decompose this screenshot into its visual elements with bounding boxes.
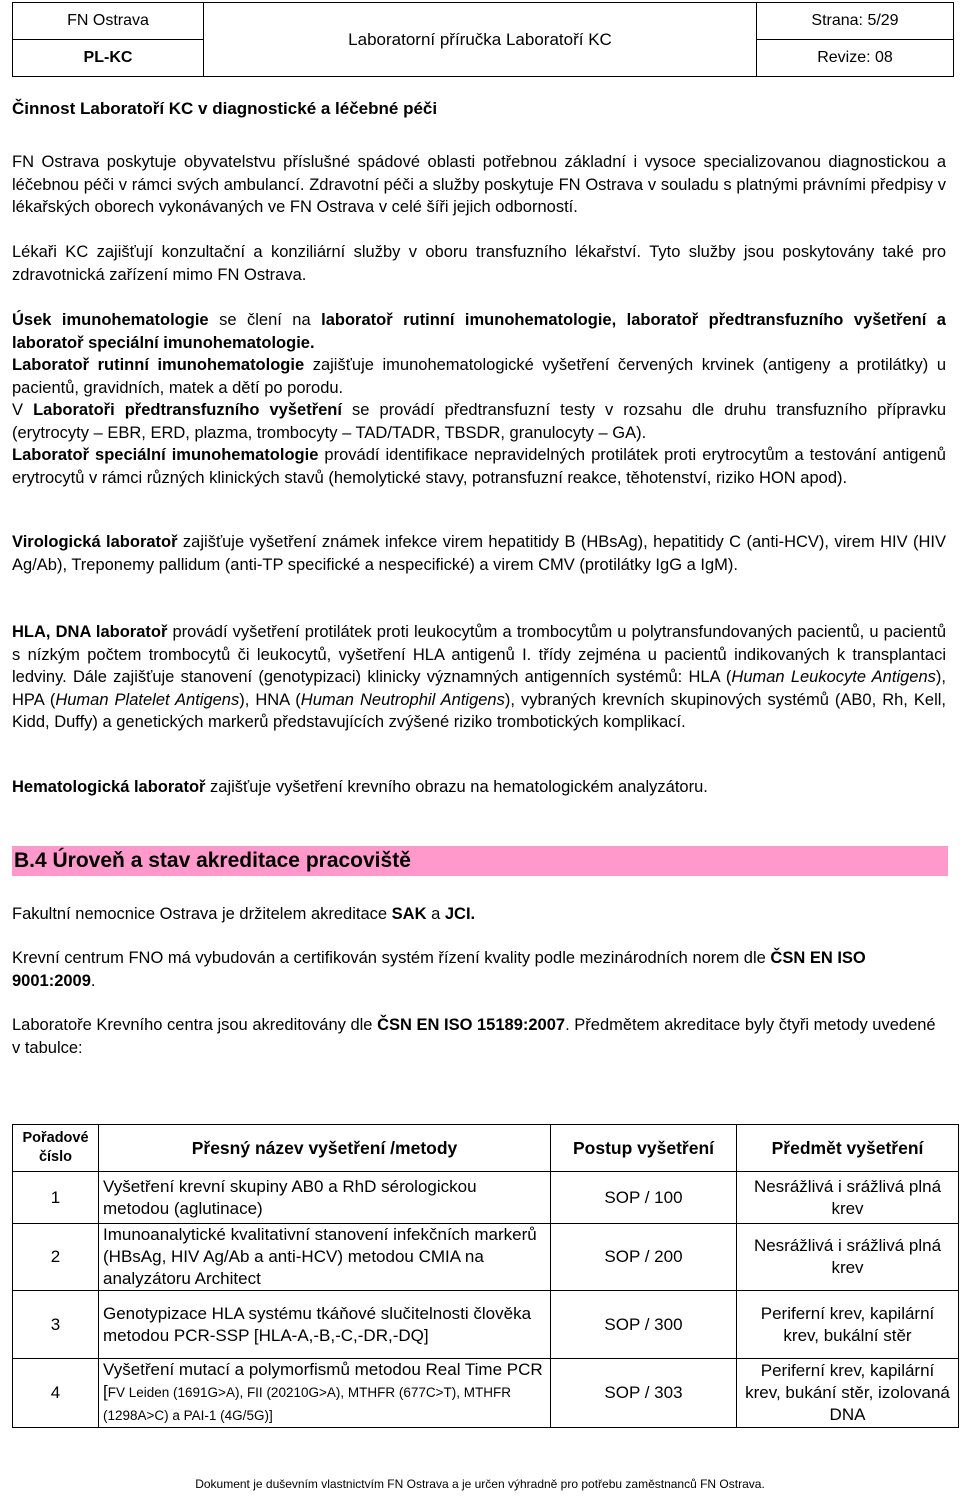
intro-paragraph-2: Lékaři KC zajišťují konzultační a konziliární služby v oboru transfuzního lékařství. Tyto služby jsou poskytovány také pro zdravotnická zařízení mimo FN Ostrava.	[12, 243, 946, 284]
col-header-name: Přesný název vyšetření /metody	[99, 1125, 551, 1172]
table-header-row	[13, 1125, 959, 1172]
row-subject: Nesrážlivá i srážlivá plná krev	[737, 1172, 959, 1224]
col-header-procedure: Postup vyšetření	[551, 1125, 737, 1172]
document-header	[12, 2, 954, 77]
imunohematology-section	[12, 309, 946, 489]
hla-paragraph: HLA, DNA laboratoř provádí vyšetření protilátek proti leukocytům a trombocytům u polytransfundovaných pacientů, u pacientů s nízkým počtem trombocytů či leukocytů, vyšetření HLA antigenů I. třídy zejména u pacientů indikovaných k transplantaci ledviny. Dále zajišťuje stanovení (genotypizaci) klinicky významných antigenních systémů: HLA (Human Leukocyte Antigens), HPA (Human Platelet Antigens), HNA (Human Neutrophil Antigens), vybraných krevních skupinových systémů (AB0, Rh, Kell, Kidd, Duffy) a genetických markerů představujících zvýšené riziko trombotických komplikací.	[12, 623, 947, 731]
table-row	[13, 1172, 959, 1224]
header-title: Laboratorní příručka Laboratoří KC	[204, 3, 757, 77]
section-title: Činnost Laboratoří KC v diagnostické a léčebné péči	[12, 99, 438, 118]
row-subject: Nesrážlivá i srážlivá plná krev	[737, 1224, 959, 1291]
section-b4-band	[12, 846, 948, 876]
accreditation-paragraph-2: Krevní centrum FNO má vybudován a certifikován systém řízení kvality podle mezinárodních norem dle ČSN EN ISO 9001:2009.	[12, 949, 866, 990]
row-sop: SOP / 300	[551, 1291, 737, 1359]
header-page: Strana: 5/29	[757, 3, 954, 40]
accreditation-table	[12, 1124, 959, 1428]
header-revision: Revize: 08	[757, 40, 954, 77]
imuno-line-3: V Laboratoři předtransfuzního vyšetření se provádí předtransfuzní testy v rozsahu dle druhu transfuzního přípravku (erytrocyty – EBR, ERD, plazma, trombocyty – TAD/TADR, TBSDR, granulocyty – GA).	[12, 401, 947, 442]
row-sop: SOP / 100	[551, 1172, 737, 1224]
col-header-order: Pořadové číslo	[13, 1125, 99, 1172]
imuno-line-4: Laboratoř speciální imunohematologie provádí identifikace nepravidelných protilátek proti erytrocytům a testování antigenů erytrocytů v rámci různých klinických stavů (hemolytické stavy, potransfuzní reakce, těhotenství, riziko HON apod).	[12, 446, 946, 487]
section-b4-title: B.4 Úroveň a stav akreditace pracoviště	[14, 849, 411, 872]
header-code: PL-KC	[13, 40, 204, 77]
table-row	[13, 1359, 959, 1428]
row-sop: SOP / 303	[551, 1359, 737, 1428]
intro-paragraph-1: FN Ostrava poskytuje obyvatelstvu příslušné spádové oblasti potřebnou základní i vysoce specializovanou diagnostickou a léčebnou péči v rámci svých ambulancí. Zdravotní péči a služby poskytuje FN Ostrava v souladu s platnými právními předpisy v lékařských oborech vykonávaných ve FN Ostrava v celé šíři jejich odborností.	[12, 153, 946, 216]
row-number: 2	[13, 1224, 99, 1291]
row-method-name: Vyšetření krevní skupiny AB0 a RhD sérologickou metodou (aglutinace)	[99, 1172, 551, 1224]
page-footer: Dokument je duševním vlastnictvím FN Ostrava a je určen výhradně pro potřebu zaměstnanců FN Ostrava.	[195, 1477, 765, 1491]
row-sop: SOP / 200	[551, 1224, 737, 1291]
row-subject: Periferní krev, kapilární krev, bukání stěr, izolovaná DNA	[737, 1359, 959, 1428]
imuno-line-1: Úsek imunohematologie se člení na laboratoř rutinní imunohematologie, laboratoř předtransfuzního vyšetření a laboratoř speciální imunohematologie.	[12, 311, 946, 352]
accreditation-paragraph-3: Laboratoře Krevního centra jsou akreditovány dle ČSN EN ISO 15189:2007. Předmětem akreditace byly čtyři metody uvedené v tabulce:	[12, 1016, 936, 1057]
row-number: 1	[13, 1172, 99, 1224]
imuno-line-2: Laboratoř rutinní imunohematologie zajišťuje imunohematologické vyšetření červených krvinek (antigeny a protilátky) u pacientů, gravidních, matek a dětí po porodu.	[12, 356, 946, 397]
virology-paragraph: Virologická laboratoř zajišťuje vyšetření známek infekce virem hepatitidy B (HBsAg), hepatitidy C (anti-HCV), virem HIV (HIV Ag/Ab), Treponemy pallidum (anti-TP specifické a nespecifické) a virem CMV (protilátky IgG a IgM).	[12, 533, 946, 574]
row-subject: Periferní krev, kapilární krev, bukální stěr	[737, 1291, 959, 1359]
table-row	[13, 1224, 959, 1291]
accreditation-paragraph-1: Fakultní nemocnice Ostrava je držitelem akreditace SAK a JCI.	[12, 905, 476, 923]
col-header-subject: Předmět vyšetření	[737, 1125, 959, 1172]
row-number: 3	[13, 1291, 99, 1359]
table-row	[13, 1291, 959, 1359]
hematology-paragraph: Hematologická laboratoř zajišťuje vyšetření krevního obrazu na hematologickém analyzátoru.	[12, 778, 708, 796]
row-method-name: Imunoanalytické kvalitativní stanovení infekčních markerů (HBsAg, HIV Ag/Ab a anti-HCV) metodou CMIA na analyzátoru Architect	[99, 1224, 551, 1291]
row-method-name: Genotypizace HLA systému tkáňové slučitelnosti člověka metodou PCR-SSP [HLA-A,-B,-C,-DR,-DQ]	[99, 1291, 551, 1359]
row-number: 4	[13, 1359, 99, 1428]
row-method-name: Vyšetření mutací a polymorfismů metodou Real Time PCR [FV Leiden (1691G>A), FII (20210G>A), MTHFR (677C>T), MTHFR (1298A>C) a PAI-1 (4G/5G)]	[99, 1359, 551, 1428]
header-org: FN Ostrava	[13, 3, 204, 40]
